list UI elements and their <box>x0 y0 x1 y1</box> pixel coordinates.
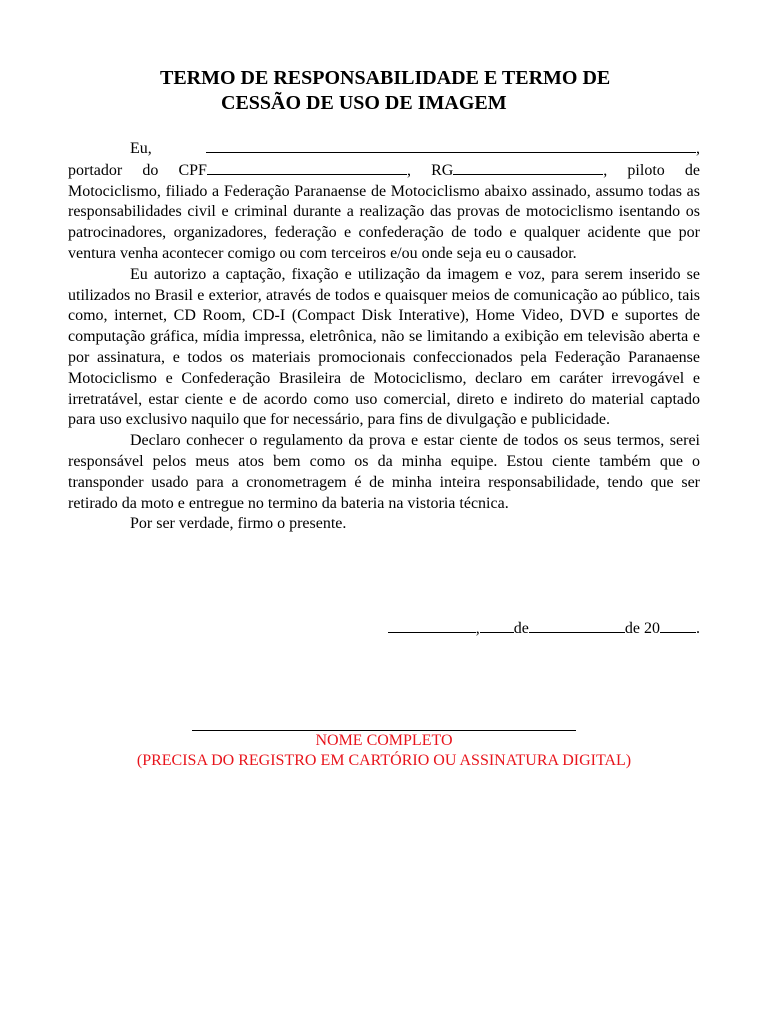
date-comma: , <box>475 620 480 637</box>
month-blank-field[interactable] <box>529 618 625 633</box>
name-blank-field[interactable] <box>206 138 696 153</box>
document-title-line-1: TERMO DE RESPONSABILIDADE E TERMO DE <box>160 67 611 89</box>
city-blank-field[interactable] <box>388 618 476 633</box>
document-title-line-2: CESSÃO DE USO DE IMAGEM <box>221 92 507 114</box>
day-blank-field[interactable] <box>480 618 514 633</box>
name-comma: , <box>696 140 700 157</box>
date-de-1: de <box>513 620 529 637</box>
paragraph-image-authorization: Eu autorizo a captação, fixação e utilização da imagem e voz, para serem inserido se utilizados no Brasil e exterior, através de todos e quaisquer meios de comunicação ao público, tais como, internet, CD Room, CD-I (Compact Disk Interative), Home Video, DVD e suportes de computação gráfica, mídia impressa, eletrônica, não se limitando a exibição em televisão aberta e por assinatura, e todos os materiais promocionais confeccionados pela Federação Paranaense Motociclismo e Confederação Brasileira de Motociclismo, declaro em caráter irrevogável e irretratável, estar ciente e de acordo como uso comercial, direto e indireto do material captado para uso exclusivo naquilo que for necessário, para fins de divulgação e publicidade. <box>68 265 700 429</box>
rg-blank-field[interactable] <box>453 160 603 175</box>
cpf-blank-field[interactable] <box>207 160 407 175</box>
cpf-label: portador do CPF <box>68 161 207 179</box>
signature-name-label: NOME COMPLETO <box>315 732 453 749</box>
signature-note: (PRECISA DO REGISTRO EM CARTÓRIO OU ASSINATURA DIGITAL) <box>136 752 632 769</box>
date-period: . <box>696 620 700 637</box>
rg-label: , RG <box>406 161 454 179</box>
year-blank-field[interactable] <box>660 618 696 633</box>
paragraph-regulation: Declaro conhecer o regulamento da prova e estar ciente de todos os seus termos, serei responsável pelos meus atos bem como os da minha equipe. Estou ciente também que o transponder usado para a cronometragem é de minha inteira responsabilidade, tendo que ser retirado da moto e entregue no termino da bateria na vistoria técnica. <box>68 432 700 512</box>
document-body <box>68 138 700 535</box>
date-line <box>388 618 700 639</box>
date-de-2: de 20 <box>624 620 660 637</box>
paragraph-closing: Por ser verdade, firmo o presente. <box>130 515 347 533</box>
paragraph-1-text: , piloto de Motociclismo, filiado a Federação Paranaense de Motociclismo abaixo assinado, assumo todas as responsabilidades civil e criminal durante a realização das provas de motociclismo isentando os patrocinadores, organizadores, federação e confederação de todo e qualquer acidente que por ventura venha acontecer comigo ou com terceiros e/ou onde seja eu o causador. <box>68 161 700 262</box>
eu-label: Eu, <box>130 140 152 157</box>
paragraph-identification <box>68 138 700 265</box>
